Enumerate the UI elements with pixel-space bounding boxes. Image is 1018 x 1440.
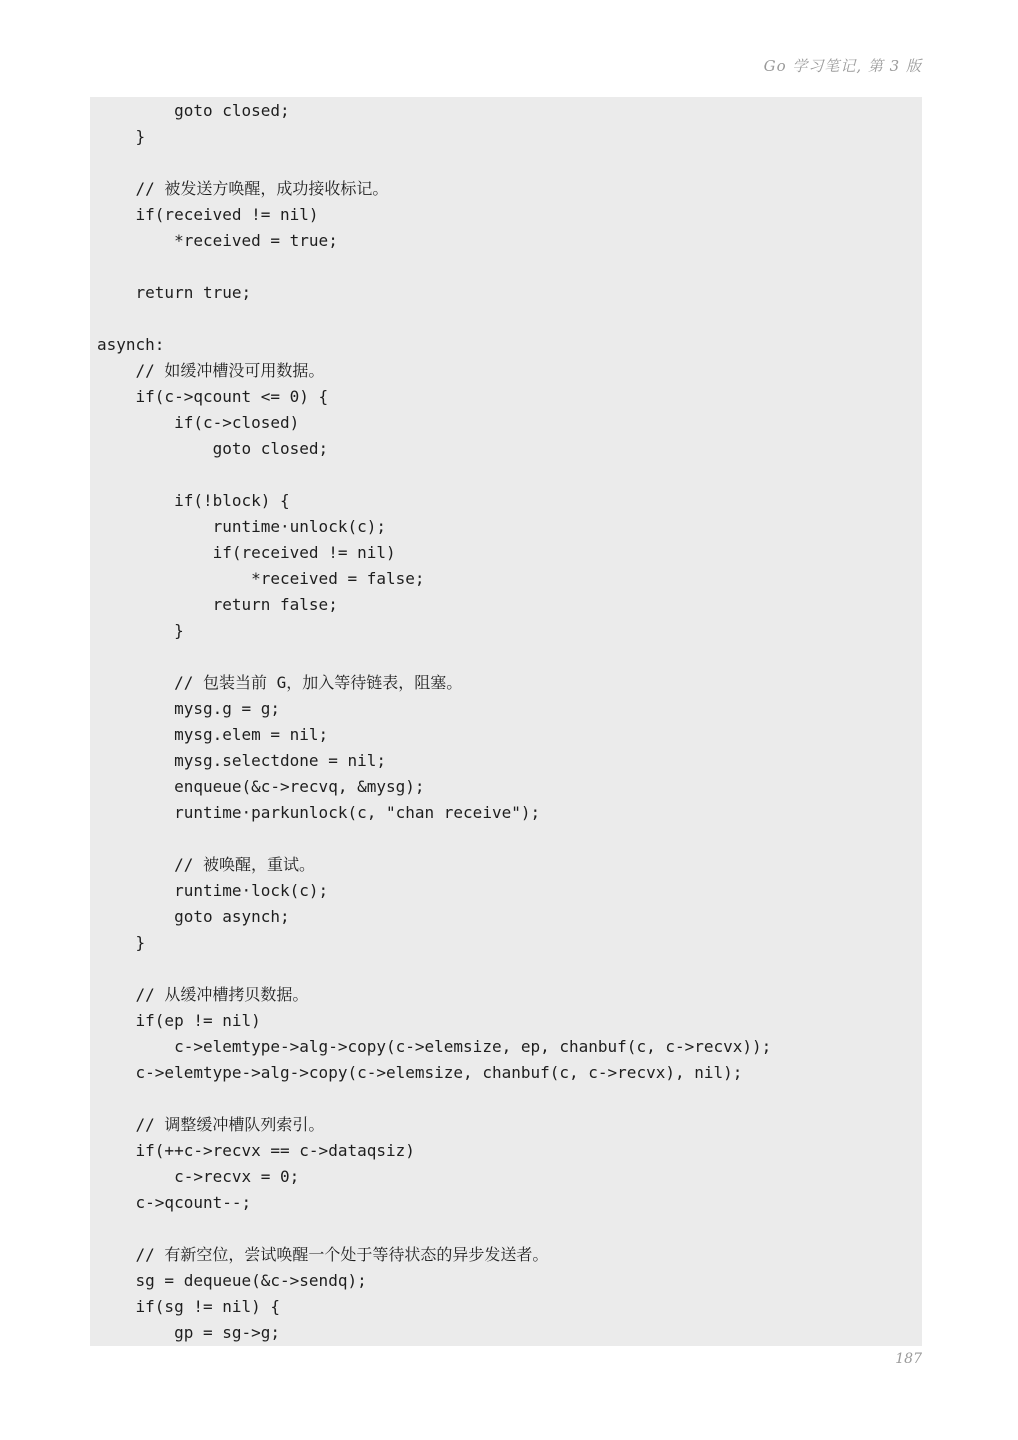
page-footer bbox=[0, 1348, 922, 1367]
page-header bbox=[0, 55, 922, 76]
code-line: *received = false; bbox=[97, 569, 425, 588]
code-line bbox=[97, 826, 922, 852]
code-line: if(sg != nil) { bbox=[97, 1297, 281, 1316]
code-line: goto asynch; bbox=[97, 907, 290, 926]
code-line: } bbox=[97, 933, 146, 952]
code-line: asynch: bbox=[97, 335, 165, 354]
code-line: return false; bbox=[97, 595, 338, 614]
code-line: c->elemtype->alg->copy(c->elemsize, ep, chanbuf(c, c->recvx)); bbox=[97, 1037, 772, 1056]
code-line bbox=[97, 150, 922, 176]
code-line: if(received != nil) bbox=[97, 543, 396, 562]
code-line: if(ep != nil) bbox=[97, 1011, 261, 1030]
code-line: // 调整缓冲槽队列索引。 bbox=[97, 1115, 325, 1134]
code-line: c->qcount--; bbox=[97, 1193, 252, 1212]
code-line: if(c->closed) bbox=[97, 413, 300, 432]
code-line: // 有新空位，尝试唤醒一个处于等待状态的异步发送者。 bbox=[97, 1245, 549, 1264]
code-line: } bbox=[97, 621, 184, 640]
code-line: } bbox=[97, 127, 146, 146]
code-line: // 如缓冲槽没可用数据。 bbox=[97, 361, 325, 380]
code-line: if(++c->recvx == c->dataqsiz) bbox=[97, 1141, 415, 1160]
code-line: if(!block) { bbox=[97, 491, 290, 510]
code-line: if(received != nil) bbox=[97, 205, 319, 224]
code-line: mysg.elem = nil; bbox=[97, 725, 329, 744]
code-line: if(c->qcount <= 0) { bbox=[97, 387, 329, 406]
code-line: return true; bbox=[97, 283, 252, 302]
code-line: // 被发送方唤醒，成功接收标记。 bbox=[97, 179, 389, 198]
code-line bbox=[97, 644, 922, 670]
code-line bbox=[97, 1216, 922, 1242]
code-line bbox=[97, 1086, 922, 1112]
code-line: goto closed; bbox=[97, 101, 290, 120]
code-line: gp = sg->g; bbox=[97, 1323, 281, 1342]
code-line: *received = true; bbox=[97, 231, 338, 250]
code-line bbox=[97, 956, 922, 982]
code-line bbox=[97, 306, 922, 332]
code-line: runtime·parkunlock(c, "chan receive"); bbox=[97, 803, 541, 822]
header-title: Go 学习笔记, 第 3 版 bbox=[763, 57, 922, 75]
code-line: mysg.g = g; bbox=[97, 699, 281, 718]
code-line: // 被唤醒，重试。 bbox=[97, 855, 315, 874]
code-line: c->recvx = 0; bbox=[97, 1167, 300, 1186]
code-line: c->elemtype->alg->copy(c->elemsize, chanbuf(c, c->recvx), nil); bbox=[97, 1063, 743, 1082]
code-line: runtime·unlock(c); bbox=[97, 517, 386, 536]
code-line: runtime·lock(c); bbox=[97, 881, 329, 900]
code-line: sg = dequeue(&c->sendq); bbox=[97, 1271, 367, 1290]
page-number: 187 bbox=[895, 1351, 922, 1367]
code-line: // 从缓冲槽拷贝数据。 bbox=[97, 985, 309, 1004]
code-line: goto closed; bbox=[97, 439, 329, 458]
code-line: enqueue(&c->recvq, &mysg); bbox=[97, 777, 425, 796]
code-line: mysg.selectdone = nil; bbox=[97, 751, 386, 770]
code-block bbox=[90, 97, 922, 1346]
code-line: // 包装当前 G，加入等待链表，阻塞。 bbox=[97, 673, 463, 692]
code-line bbox=[97, 462, 922, 488]
code-line bbox=[97, 254, 922, 280]
